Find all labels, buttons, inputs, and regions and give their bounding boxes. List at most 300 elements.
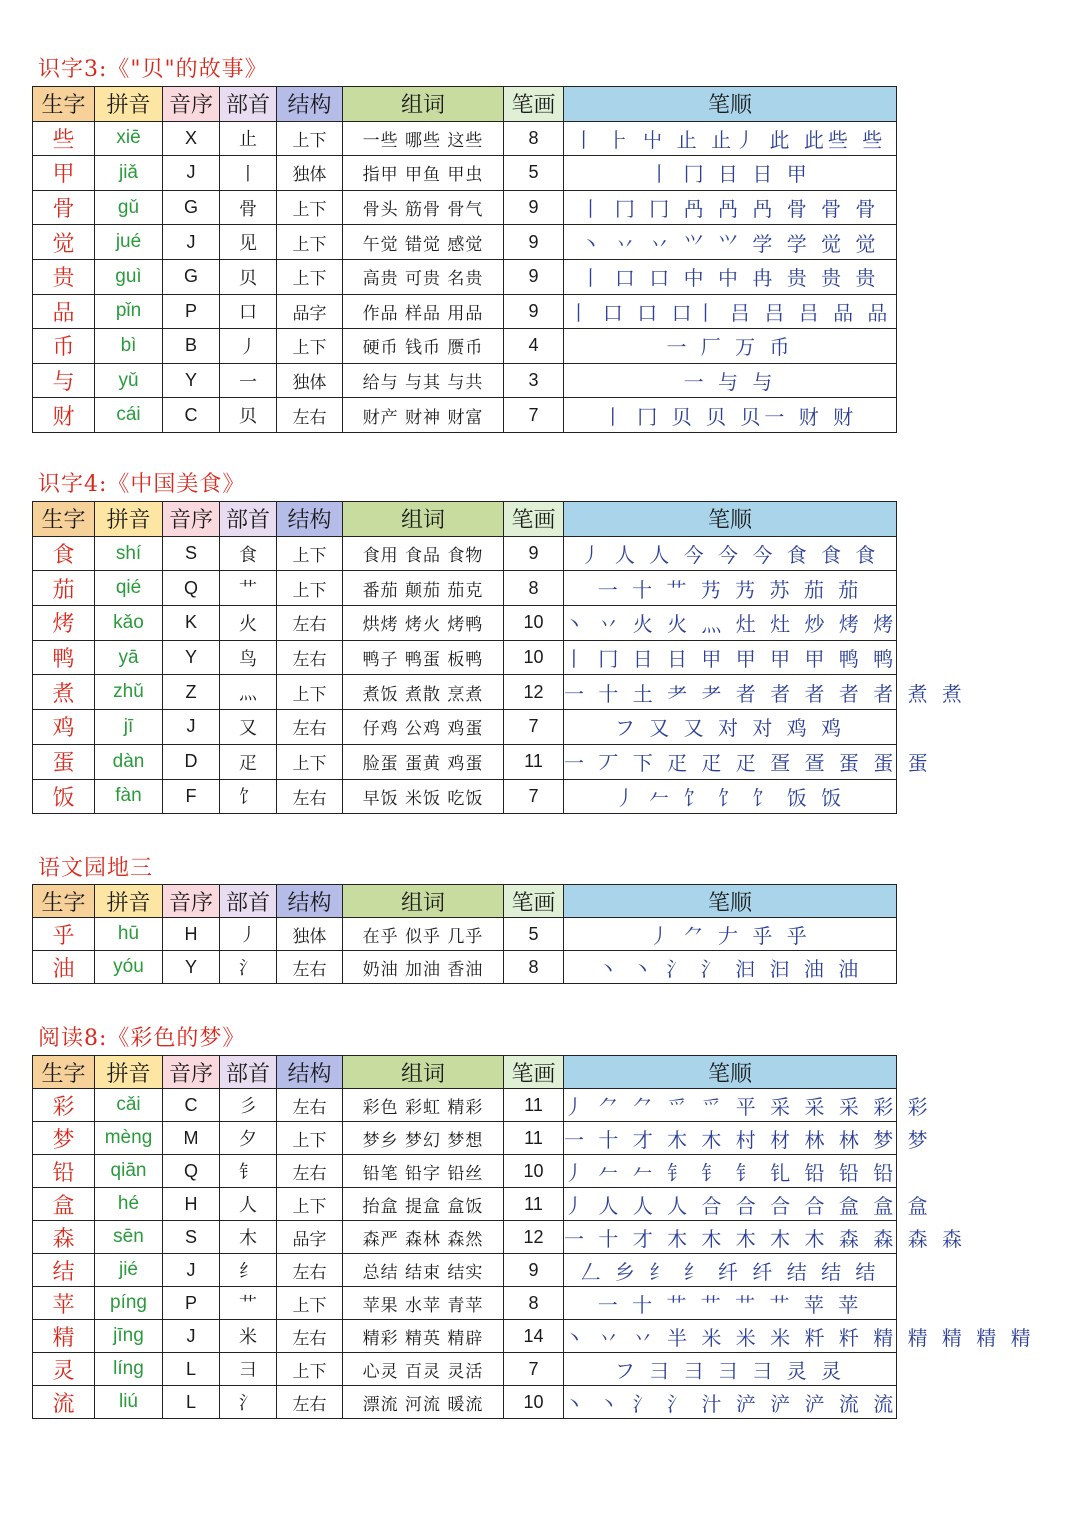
header-row [33, 502, 897, 537]
strokes-cell: 8 [504, 571, 564, 606]
char-table [32, 884, 897, 984]
section-title: 阅读8:《彩色的梦》 [38, 1026, 246, 1051]
table-row [33, 1221, 897, 1254]
table-row [33, 675, 897, 710]
structure-cell: 左右 [277, 1089, 343, 1122]
order-cell: G [163, 190, 220, 225]
sequence-cell: 丨 口 口 中 中 冉 贵 贵 贵 [564, 259, 897, 294]
structure-cell: 上下 [277, 259, 343, 294]
char-cell: 甲 [33, 156, 95, 191]
strokes-cell: 10 [504, 1386, 564, 1419]
header-structure: 结构 [277, 1056, 343, 1089]
words-cell: 指甲 甲鱼 甲虫 [343, 156, 504, 191]
char-cell: 贵 [33, 259, 95, 294]
sequence-cell: 𠃋 乡 纟 纟 纤 纤 结 结 结 [564, 1254, 897, 1287]
words-cell: 铅笔 铅字 铅丝 [343, 1155, 504, 1188]
structure-cell: 左右 [277, 1155, 343, 1188]
sequence-cell: 一 十 才 木 木 木 木 木 森 森 森 森 [564, 1221, 897, 1254]
header-pinyin: 拼音 [95, 87, 163, 122]
radical-cell: 又 [220, 710, 277, 745]
words-cell: 精彩 精英 精辟 [343, 1320, 504, 1353]
strokes-cell: 7 [504, 1353, 564, 1386]
order-cell: J [163, 156, 220, 191]
header-sequence: 笔顺 [564, 1056, 897, 1089]
order-cell: Y [163, 363, 220, 398]
strokes-cell: 9 [504, 190, 564, 225]
table-row [33, 710, 897, 745]
order-cell: G [163, 259, 220, 294]
order-cell: Q [163, 1155, 220, 1188]
strokes-cell: 14 [504, 1320, 564, 1353]
sequence-cell: 丨 冂 贝 贝 贝一 财 财 [564, 398, 897, 433]
words-cell: 仔鸡 公鸡 鸡蛋 [343, 710, 504, 745]
strokes-cell: 11 [504, 1089, 564, 1122]
radical-cell: 丿 [220, 918, 277, 951]
header-radical: 部首 [220, 502, 277, 537]
sequence-cell: 丨 口 口 口丨 吕 吕 吕 品 品 [564, 294, 897, 329]
sequence-cell: 丨 ⺊ 屮 止 止丿 此 此些 些 [564, 121, 897, 156]
pinyin-cell: qiān [95, 1155, 163, 1188]
pinyin-cell: fàn [95, 779, 163, 814]
sequence-cell: 一 厂 万 币 [564, 329, 897, 364]
order-cell: P [163, 1287, 220, 1320]
strokes-cell: 4 [504, 329, 564, 364]
char-cell: 精 [33, 1320, 95, 1353]
header-pinyin: 拼音 [95, 502, 163, 537]
header-char: 生字 [33, 1056, 95, 1089]
order-cell: Y [163, 951, 220, 984]
radical-cell: 艹 [220, 1287, 277, 1320]
radical-cell: 米 [220, 1320, 277, 1353]
char-cell: 结 [33, 1254, 95, 1287]
table-row [33, 1122, 897, 1155]
radical-cell: 灬 [220, 675, 277, 710]
header-char: 生字 [33, 87, 95, 122]
section-title: 识字4:《中国美食》 [38, 472, 246, 497]
radical-cell: 火 [220, 606, 277, 641]
char-cell: 骨 [33, 190, 95, 225]
table-row [33, 1155, 897, 1188]
table-row [33, 156, 897, 191]
header-pinyin: 拼音 [95, 885, 163, 918]
header-order: 音序 [163, 885, 220, 918]
radical-cell: 贝 [220, 398, 277, 433]
words-cell: 高贵 可贵 名贵 [343, 259, 504, 294]
char-cell: 苹 [33, 1287, 95, 1320]
strokes-cell: 5 [504, 918, 564, 951]
table-row [33, 225, 897, 260]
table-row [33, 779, 897, 814]
sequence-cell: 丿 𠂉 𠂉 钅 钅 钅 钆 铅 铅 铅 [564, 1155, 897, 1188]
table-row [33, 1089, 897, 1122]
sequence-cell: 一 十 艹 艿 艿 苏 茄 茄 [564, 571, 897, 606]
strokes-cell: 12 [504, 1221, 564, 1254]
strokes-cell: 3 [504, 363, 564, 398]
radical-cell: 食 [220, 536, 277, 571]
strokes-cell: 9 [504, 536, 564, 571]
order-cell: M [163, 1122, 220, 1155]
structure-cell: 左右 [277, 951, 343, 984]
words-cell: 硬币 钱币 赝币 [343, 329, 504, 364]
table-row [33, 329, 897, 364]
structure-cell: 上下 [277, 744, 343, 779]
order-cell: F [163, 779, 220, 814]
radical-cell: 艹 [220, 571, 277, 606]
header-radical: 部首 [220, 1056, 277, 1089]
char-cell: 森 [33, 1221, 95, 1254]
table-row [33, 398, 897, 433]
radical-cell: 钅 [220, 1155, 277, 1188]
order-cell: J [163, 710, 220, 745]
pinyin-cell: jié [95, 1254, 163, 1287]
radical-cell: 止 [220, 121, 277, 156]
char-cell: 币 [33, 329, 95, 364]
pinyin-cell: píng [95, 1287, 163, 1320]
table-row [33, 121, 897, 156]
order-cell: J [163, 225, 220, 260]
table-row [33, 259, 897, 294]
pinyin-cell: jué [95, 225, 163, 260]
table-row [33, 1320, 897, 1353]
header-order: 音序 [163, 502, 220, 537]
char-cell: 盒 [33, 1188, 95, 1221]
header-radical: 部首 [220, 885, 277, 918]
header-order: 音序 [163, 87, 220, 122]
section-title: 识字3:《"贝"的故事》 [38, 57, 268, 82]
structure-cell: 上下 [277, 121, 343, 156]
header-row [33, 885, 897, 918]
radical-cell: 丨 [220, 156, 277, 191]
strokes-cell: 9 [504, 259, 564, 294]
words-cell: 一些 哪些 这些 [343, 121, 504, 156]
radical-cell: 鸟 [220, 640, 277, 675]
words-cell: 骨头 筋骨 骨气 [343, 190, 504, 225]
table-row [33, 606, 897, 641]
structure-cell: 左右 [277, 710, 343, 745]
strokes-cell: 9 [504, 1254, 564, 1287]
structure-cell: 左右 [277, 779, 343, 814]
radical-cell: 见 [220, 225, 277, 260]
header-order: 音序 [163, 1056, 220, 1089]
structure-cell: 左右 [277, 1254, 343, 1287]
order-cell: H [163, 918, 220, 951]
table-row [33, 640, 897, 675]
radical-cell: 氵 [220, 1386, 277, 1419]
strokes-cell: 5 [504, 156, 564, 191]
header-structure: 结构 [277, 87, 343, 122]
pinyin-cell: shí [95, 536, 163, 571]
pinyin-cell: jiǎ [95, 156, 163, 191]
char-cell: 财 [33, 398, 95, 433]
sequence-cell: 丿 人 人 人 合 合 合 合 盒 盒 盒 [564, 1188, 897, 1221]
order-cell: Y [163, 640, 220, 675]
pinyin-cell: yǔ [95, 363, 163, 398]
header-strokes: 笔画 [504, 885, 564, 918]
table-row [33, 951, 897, 984]
header-strokes: 笔画 [504, 87, 564, 122]
words-cell: 总结 结束 结实 [343, 1254, 504, 1287]
words-cell: 梦乡 梦幻 梦想 [343, 1122, 504, 1155]
table-row [33, 571, 897, 606]
header-structure: 结构 [277, 885, 343, 918]
header-row [33, 1056, 897, 1089]
pinyin-cell: mèng [95, 1122, 163, 1155]
header-sequence: 笔顺 [564, 502, 897, 537]
order-cell: Z [163, 675, 220, 710]
sequence-cell: 丶 丶 氵 氵 汩 汩 油 油 [564, 951, 897, 984]
structure-cell: 左右 [277, 1386, 343, 1419]
header-words: 组词 [343, 87, 504, 122]
section-title: 语文园地三 [38, 856, 154, 881]
words-cell: 煮饭 煮散 烹煮 [343, 675, 504, 710]
words-cell: 森严 森林 森然 [343, 1221, 504, 1254]
sequence-cell: フ 彐 彐 彐 彐 灵 灵 [564, 1353, 897, 1386]
pinyin-cell: sēn [95, 1221, 163, 1254]
char-cell: 鸭 [33, 640, 95, 675]
char-cell: 品 [33, 294, 95, 329]
header-strokes: 笔画 [504, 1056, 564, 1089]
structure-cell: 独体 [277, 156, 343, 191]
structure-cell: 上下 [277, 571, 343, 606]
sequence-cell: フ 又 又 对 对 鸡 鸡 [564, 710, 897, 745]
order-cell: J [163, 1254, 220, 1287]
char-cell: 蛋 [33, 744, 95, 779]
char-cell: 煮 [33, 675, 95, 710]
table-row [33, 1353, 897, 1386]
table-row [33, 1254, 897, 1287]
words-cell: 早饭 米饭 吃饭 [343, 779, 504, 814]
char-cell: 食 [33, 536, 95, 571]
radical-cell: 人 [220, 1188, 277, 1221]
words-cell: 奶油 加油 香油 [343, 951, 504, 984]
strokes-cell: 11 [504, 744, 564, 779]
sequence-cell: 丨 冂 日 日 甲 [564, 156, 897, 191]
order-cell: H [163, 1188, 220, 1221]
char-cell: 茄 [33, 571, 95, 606]
header-strokes: 笔画 [504, 502, 564, 537]
table-row [33, 744, 897, 779]
structure-cell: 左右 [277, 640, 343, 675]
radical-cell: 贝 [220, 259, 277, 294]
pinyin-cell: pǐn [95, 294, 163, 329]
pinyin-cell: jī [95, 710, 163, 745]
structure-cell: 上下 [277, 225, 343, 260]
header-sequence: 笔顺 [564, 87, 897, 122]
table-row [33, 1287, 897, 1320]
radical-cell: 丿 [220, 329, 277, 364]
strokes-cell: 7 [504, 398, 564, 433]
order-cell: S [163, 1221, 220, 1254]
pinyin-cell: bì [95, 329, 163, 364]
strokes-cell: 8 [504, 951, 564, 984]
words-cell: 彩色 彩虹 精彩 [343, 1089, 504, 1122]
words-cell: 番茄 颠茄 茄克 [343, 571, 504, 606]
table-row [33, 918, 897, 951]
words-cell: 烘烤 烤火 烤鸭 [343, 606, 504, 641]
char-cell: 与 [33, 363, 95, 398]
sequence-cell: 丶 丷 丷 ⺍ 𭕄 学 学 觉 觉 [564, 225, 897, 260]
header-words: 组词 [343, 502, 504, 537]
header-structure: 结构 [277, 502, 343, 537]
char-cell: 油 [33, 951, 95, 984]
words-cell: 漂流 河流 暖流 [343, 1386, 504, 1419]
order-cell: C [163, 1089, 220, 1122]
header-char: 生字 [33, 885, 95, 918]
char-cell: 觉 [33, 225, 95, 260]
sequence-cell: 一 十 才 木 木 村 材 林 林 梦 梦 [564, 1122, 897, 1155]
table-row [33, 190, 897, 225]
strokes-cell: 7 [504, 779, 564, 814]
words-cell: 午觉 错觉 感觉 [343, 225, 504, 260]
strokes-cell: 12 [504, 675, 564, 710]
sequence-cell: 丶 丷 丷 半 米 米 米 粁 粁 精 精 精 精 精 [564, 1320, 897, 1353]
table-row [33, 294, 897, 329]
words-cell: 抬盒 提盒 盒饭 [343, 1188, 504, 1221]
strokes-cell: 7 [504, 710, 564, 745]
words-cell: 财产 财神 财富 [343, 398, 504, 433]
sequence-cell: 一 与 与 [564, 363, 897, 398]
structure-cell: 左右 [277, 606, 343, 641]
structure-cell: 上下 [277, 536, 343, 571]
header-pinyin: 拼音 [95, 1056, 163, 1089]
order-cell: L [163, 1353, 220, 1386]
char-cell: 流 [33, 1386, 95, 1419]
strokes-cell: 10 [504, 1155, 564, 1188]
words-cell: 在乎 似乎 几乎 [343, 918, 504, 951]
table-row [33, 536, 897, 571]
pinyin-cell: cǎi [95, 1089, 163, 1122]
sequence-cell: 丶 丶 氵 氵 汁 浐 浐 浐 流 流 [564, 1386, 897, 1419]
order-cell: P [163, 294, 220, 329]
char-table [32, 86, 897, 433]
radical-cell: 骨 [220, 190, 277, 225]
char-table [32, 1055, 1035, 1419]
strokes-cell: 8 [504, 121, 564, 156]
order-cell: D [163, 744, 220, 779]
structure-cell: 品字 [277, 1221, 343, 1254]
words-cell: 鸭子 鸭蛋 板鸭 [343, 640, 504, 675]
char-cell: 些 [33, 121, 95, 156]
table-row [33, 363, 897, 398]
words-cell: 给与 与其 与共 [343, 363, 504, 398]
pinyin-cell: yā [95, 640, 163, 675]
pinyin-cell: cái [95, 398, 163, 433]
header-sequence: 笔顺 [564, 885, 897, 918]
order-cell: X [163, 121, 220, 156]
pinyin-cell: hū [95, 918, 163, 951]
radical-cell: 夕 [220, 1122, 277, 1155]
sequence-cell: 丨 冂 日 日 甲 甲 甲 甲 鸭 鸭 [564, 640, 897, 675]
pinyin-cell: gǔ [95, 190, 163, 225]
header-char: 生字 [33, 502, 95, 537]
radical-cell: 氵 [220, 951, 277, 984]
radical-cell: 口 [220, 294, 277, 329]
structure-cell: 独体 [277, 918, 343, 951]
pinyin-cell: jīng [95, 1320, 163, 1353]
strokes-cell: 9 [504, 225, 564, 260]
sequence-cell: 丿 ⺈ ⺈ 爫 爫 平 采 采 采 彩 彩 [564, 1089, 897, 1122]
strokes-cell: 9 [504, 294, 564, 329]
pinyin-cell: qié [95, 571, 163, 606]
char-cell: 鸡 [33, 710, 95, 745]
char-cell: 乎 [33, 918, 95, 951]
structure-cell: 左右 [277, 1320, 343, 1353]
char-cell: 灵 [33, 1353, 95, 1386]
radical-cell: 彐 [220, 1353, 277, 1386]
radical-cell: 一 [220, 363, 277, 398]
radical-cell: 疋 [220, 744, 277, 779]
words-cell: 苹果 水苹 青苹 [343, 1287, 504, 1320]
structure-cell: 上下 [277, 1188, 343, 1221]
structure-cell: 品字 [277, 294, 343, 329]
pinyin-cell: xiē [95, 121, 163, 156]
char-cell: 饭 [33, 779, 95, 814]
strokes-cell: 10 [504, 640, 564, 675]
char-cell: 梦 [33, 1122, 95, 1155]
pinyin-cell: liú [95, 1386, 163, 1419]
order-cell: C [163, 398, 220, 433]
words-cell: 脸蛋 蛋黄 鸡蛋 [343, 744, 504, 779]
radical-cell: 纟 [220, 1254, 277, 1287]
sequence-cell: 丿 ⺈ 𠂇 乎 乎 [564, 918, 897, 951]
table-row [33, 1386, 897, 1419]
sequence-cell: 丿 𠂉 饣 饣 饣 饭 饭 [564, 779, 897, 814]
structure-cell: 上下 [277, 1353, 343, 1386]
strokes-cell: 10 [504, 606, 564, 641]
strokes-cell: 11 [504, 1188, 564, 1221]
sequence-cell: 一 丆 下 疋 疋 疋 疍 疍 蛋 蛋 蛋 [564, 744, 897, 779]
order-cell: Q [163, 571, 220, 606]
char-cell: 铅 [33, 1155, 95, 1188]
strokes-cell: 11 [504, 1122, 564, 1155]
strokes-cell: 8 [504, 1287, 564, 1320]
sequence-cell: 一 十 艹 艹 艹 艹 苹 苹 [564, 1287, 897, 1320]
order-cell: S [163, 536, 220, 571]
radical-cell: 彡 [220, 1089, 277, 1122]
structure-cell: 上下 [277, 1287, 343, 1320]
structure-cell: 上下 [277, 190, 343, 225]
order-cell: K [163, 606, 220, 641]
structure-cell: 上下 [277, 675, 343, 710]
radical-cell: 饣 [220, 779, 277, 814]
radical-cell: 木 [220, 1221, 277, 1254]
char-cell: 彩 [33, 1089, 95, 1122]
structure-cell: 左右 [277, 398, 343, 433]
sequence-cell: 一 十 土 耂 耂 者 者 者 者 者 煮 煮 [564, 675, 897, 710]
header-row [33, 87, 897, 122]
sequence-cell: 丶 丷 火 火 灬 灶 灶 炒 烤 烤 [564, 606, 897, 641]
pinyin-cell: hé [95, 1188, 163, 1221]
structure-cell: 独体 [277, 363, 343, 398]
order-cell: B [163, 329, 220, 364]
char-table [32, 501, 966, 814]
pinyin-cell: dàn [95, 744, 163, 779]
order-cell: J [163, 1320, 220, 1353]
header-radical: 部首 [220, 87, 277, 122]
pinyin-cell: yóu [95, 951, 163, 984]
char-cell: 烤 [33, 606, 95, 641]
header-words: 组词 [343, 1056, 504, 1089]
order-cell: L [163, 1386, 220, 1419]
words-cell: 食用 食品 食物 [343, 536, 504, 571]
pinyin-cell: guì [95, 259, 163, 294]
structure-cell: 上下 [277, 1122, 343, 1155]
sequence-cell: 丨 冂 冂 冎 冎 冎 骨 骨 骨 [564, 190, 897, 225]
pinyin-cell: zhǔ [95, 675, 163, 710]
sequence-cell: 丿 人 人 今 今 今 食 食 食 [564, 536, 897, 571]
words-cell: 心灵 百灵 灵活 [343, 1353, 504, 1386]
table-row [33, 1188, 897, 1221]
